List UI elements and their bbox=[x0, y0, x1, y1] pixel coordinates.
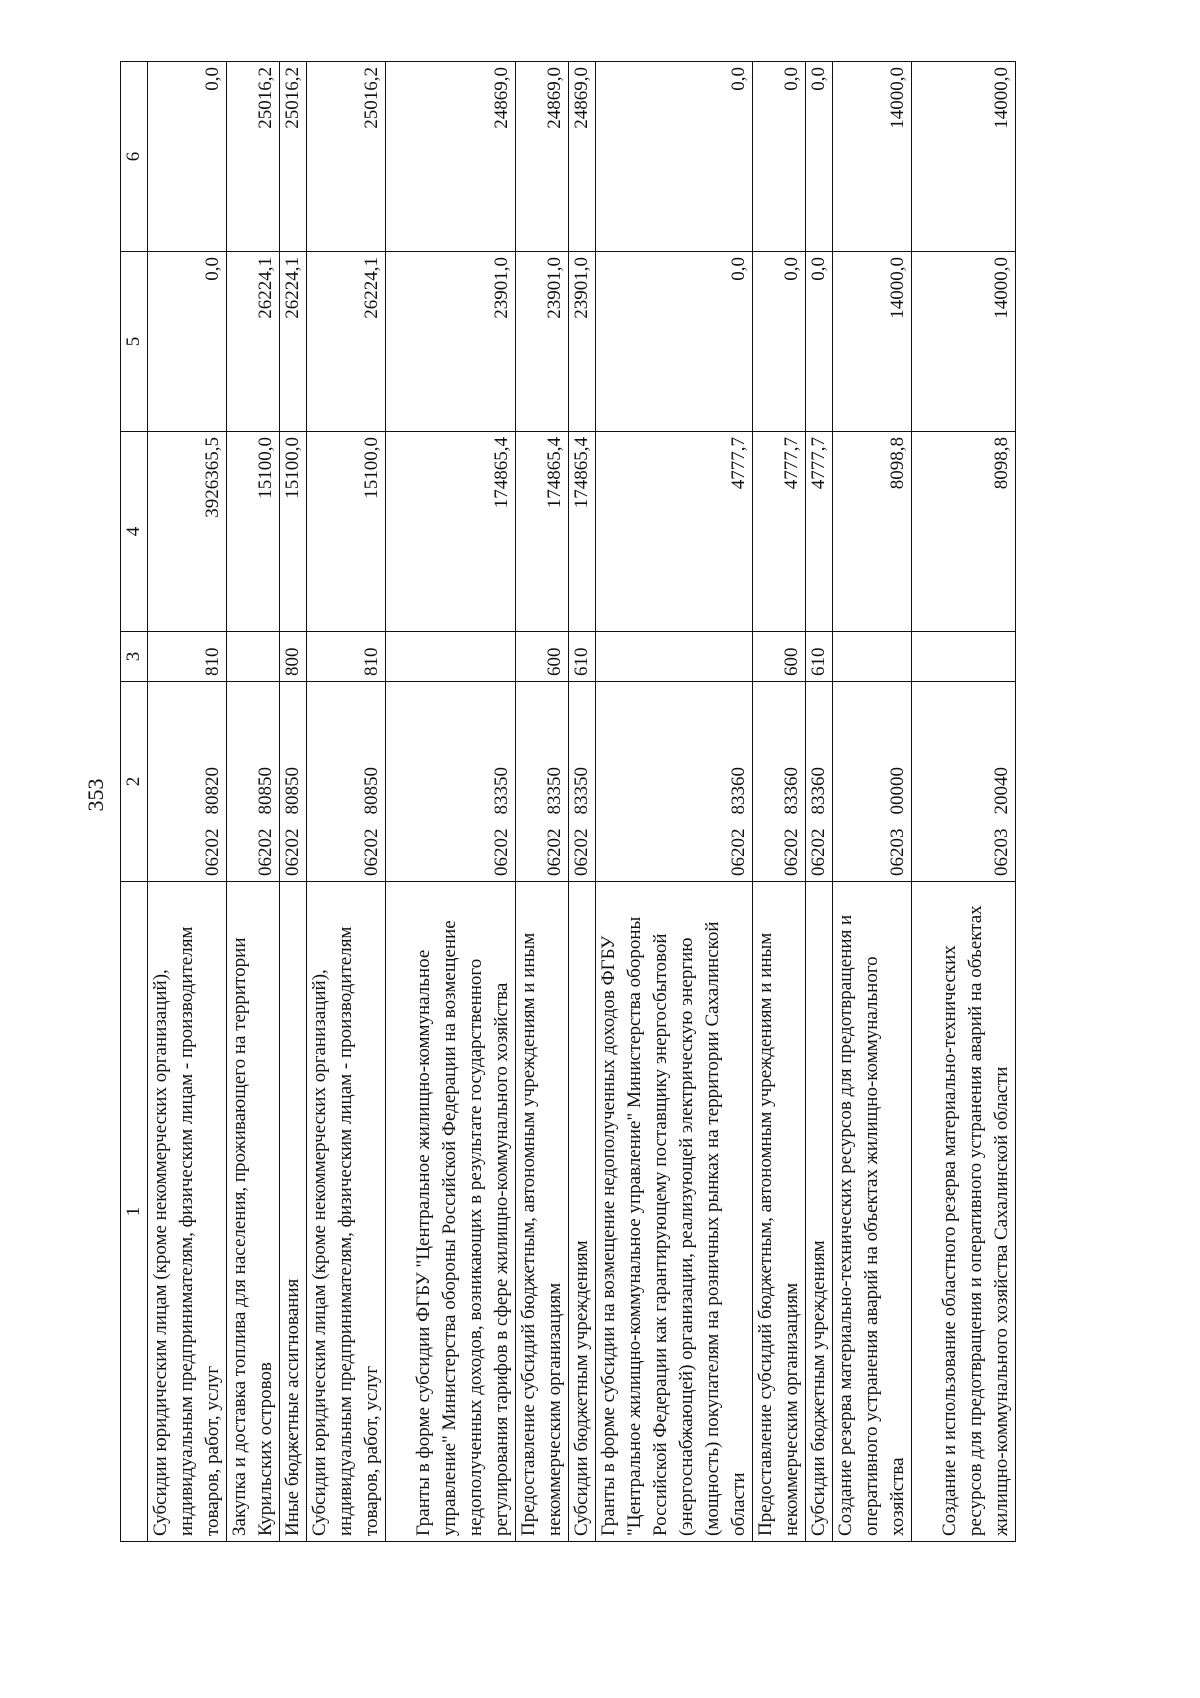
program-code: 06202 bbox=[255, 828, 276, 876]
expense-type-cell: 810 bbox=[307, 632, 386, 682]
row-code-cell bbox=[806, 682, 833, 882]
page-number: 353 bbox=[83, 778, 108, 812]
amount-col5-cell: 23901,0 bbox=[569, 252, 596, 432]
column-header: 1 bbox=[121, 882, 148, 1542]
program-code: 06202 bbox=[202, 828, 223, 876]
amount-col4-cell: 4777,7 bbox=[753, 432, 806, 632]
table-row bbox=[280, 62, 307, 1542]
row-code-cell bbox=[516, 682, 569, 882]
program-code: 06203 bbox=[887, 828, 908, 876]
table-row bbox=[569, 62, 596, 1542]
row-code-cell bbox=[833, 682, 912, 882]
expense-type-cell bbox=[912, 632, 1016, 682]
header-row bbox=[121, 62, 148, 1542]
row-code-cell bbox=[753, 682, 806, 882]
amount-col4-cell: 8098,8 bbox=[912, 432, 1016, 632]
program-code: 06202 bbox=[728, 828, 749, 876]
column-header: 3 bbox=[121, 632, 148, 682]
direction-code: 83360 bbox=[808, 767, 829, 815]
program-code: 06202 bbox=[361, 828, 382, 876]
amount-col6-cell: 24869,0 bbox=[386, 62, 516, 252]
amount-col4-cell: 174865,4 bbox=[516, 432, 569, 632]
direction-code: 00000 bbox=[887, 767, 908, 815]
expense-type-cell bbox=[596, 632, 753, 682]
amount-col6-cell: 25016,2 bbox=[280, 62, 307, 252]
amount-col4-cell: 3926365,5 bbox=[148, 432, 227, 632]
amount-col6-cell: 25016,2 bbox=[227, 62, 280, 252]
row-name-cell: Гранты в форме субсидии на возмещение недополученных доходов ФГБУ "Центральное жилищно-коммунальное управление" Министерства обороны Российской Федерации как гарантирующему поставщику энергосбытовой (энергоснабжающей) организации, реализующей электрическую энергию (мощность) покупателям на розничных рынках на территории Сахалинской области bbox=[596, 882, 753, 1542]
program-code: 06202 bbox=[571, 828, 592, 876]
program-code: 06202 bbox=[491, 828, 512, 876]
table-row bbox=[386, 62, 516, 1542]
column-header: 6 bbox=[121, 62, 148, 252]
row-name-cell: Гранты в форме субсидии ФГБУ "Центральное жилищно-коммунальное управление" Министерства обороны Российской Федерации на возмещение недополученных доходов, возникающих в результате государственного регулирования тарифов в сфере жилищно-коммунального хозяйства bbox=[386, 882, 516, 1542]
row-name-cell: Закупка и доставка топлива для населения, проживающего на территории Курильских островов bbox=[227, 882, 280, 1542]
row-name-cell: Иные бюджетные ассигнования bbox=[280, 882, 307, 1542]
row-code-cell bbox=[912, 682, 1016, 882]
direction-code: 80850 bbox=[255, 767, 276, 815]
amount-col4-cell: 15100,0 bbox=[280, 432, 307, 632]
row-name-cell: Субсидии юридическим лицам (кроме некоммерческих организаций), индивидуальным предпринимателям, физическим лицам - производителям товаров, работ, услуг bbox=[307, 882, 386, 1542]
amount-col5-cell: 26224,1 bbox=[227, 252, 280, 432]
amount-col6-cell: 14000,0 bbox=[833, 62, 912, 252]
amount-col5-cell: 0,0 bbox=[753, 252, 806, 432]
amount-col5-cell: 23901,0 bbox=[516, 252, 569, 432]
row-name-cell: Субсидии бюджетным учреждениям bbox=[806, 882, 833, 1542]
column-header: 2 bbox=[121, 682, 148, 882]
table-header bbox=[121, 62, 148, 1542]
expense-type-cell: 610 bbox=[569, 632, 596, 682]
row-code-cell bbox=[596, 682, 753, 882]
direction-code: 83350 bbox=[544, 767, 565, 815]
amount-col4-cell: 174865,4 bbox=[569, 432, 596, 632]
expense-type-cell: 600 bbox=[753, 632, 806, 682]
expense-type-cell bbox=[386, 632, 516, 682]
column-header: 4 bbox=[121, 432, 148, 632]
rotated-table-wrapper bbox=[120, 62, 1060, 1542]
amount-col5-cell: 14000,0 bbox=[912, 252, 1016, 432]
amount-col6-cell: 14000,0 bbox=[912, 62, 1016, 252]
table-row bbox=[833, 62, 912, 1542]
direction-code: 83350 bbox=[571, 767, 592, 815]
program-code: 06202 bbox=[544, 828, 565, 876]
row-code-cell bbox=[280, 682, 307, 882]
row-code-cell bbox=[227, 682, 280, 882]
table-row bbox=[516, 62, 569, 1542]
table-row bbox=[596, 62, 753, 1542]
row-name-cell: Создание и использование областного резерва материально-технических ресурсов для предотвращения и оперативного устранения аварий на объектах жилищно-коммунального хозяйства Сахалинской области bbox=[912, 882, 1016, 1542]
amount-col6-cell: 0,0 bbox=[753, 62, 806, 252]
direction-code: 80850 bbox=[282, 767, 303, 815]
expense-type-cell: 610 bbox=[806, 632, 833, 682]
amount-col4-cell: 8098,8 bbox=[833, 432, 912, 632]
row-name-cell: Предоставление субсидий бюджетным, автономным учреждениям и иным некоммерческим организациям bbox=[753, 882, 806, 1542]
program-code: 06203 bbox=[991, 828, 1012, 876]
amount-col6-cell: 25016,2 bbox=[307, 62, 386, 252]
row-name-cell: Создание резерва материально-технических ресурсов для предотвращения и оперативного устранения аварий на объектах жилищно-коммунального хозяйства bbox=[833, 882, 912, 1542]
table-row bbox=[753, 62, 806, 1542]
row-code-cell bbox=[148, 682, 227, 882]
amount-col5-cell: 26224,1 bbox=[280, 252, 307, 432]
expense-type-cell bbox=[833, 632, 912, 682]
expense-type-cell bbox=[227, 632, 280, 682]
amount-col5-cell: 0,0 bbox=[596, 252, 753, 432]
table-body bbox=[148, 62, 1016, 1542]
amount-col5-cell: 0,0 bbox=[148, 252, 227, 432]
table-row bbox=[912, 62, 1016, 1542]
amount-col6-cell: 0,0 bbox=[596, 62, 753, 252]
amount-col5-cell: 14000,0 bbox=[833, 252, 912, 432]
table-row bbox=[227, 62, 280, 1542]
direction-code: 83360 bbox=[781, 767, 802, 815]
amount-col6-cell: 0,0 bbox=[148, 62, 227, 252]
program-code: 06202 bbox=[282, 828, 303, 876]
expense-type-cell: 800 bbox=[280, 632, 307, 682]
expense-type-cell: 810 bbox=[148, 632, 227, 682]
amount-col4-cell: 4777,7 bbox=[596, 432, 753, 632]
amount-col5-cell: 0,0 bbox=[806, 252, 833, 432]
row-code-cell bbox=[307, 682, 386, 882]
budget-table bbox=[120, 61, 1016, 1542]
amount-col6-cell: 24869,0 bbox=[516, 62, 569, 252]
amount-col5-cell: 23901,0 bbox=[386, 252, 516, 432]
row-code-cell bbox=[386, 682, 516, 882]
table-row bbox=[148, 62, 227, 1542]
direction-code: 83360 bbox=[728, 767, 749, 815]
amount-col4-cell: 15100,0 bbox=[307, 432, 386, 632]
table-row bbox=[806, 62, 833, 1542]
column-header: 5 bbox=[121, 252, 148, 432]
expense-type-cell: 600 bbox=[516, 632, 569, 682]
amount-col5-cell: 26224,1 bbox=[307, 252, 386, 432]
program-code: 06202 bbox=[781, 828, 802, 876]
row-name-cell: Субсидии юридическим лицам (кроме некоммерческих организаций), индивидуальным предпринимателям, физическим лицам - производителям товаров, работ, услуг bbox=[148, 882, 227, 1542]
amount-col6-cell: 0,0 bbox=[806, 62, 833, 252]
amount-col4-cell: 174865,4 bbox=[386, 432, 516, 632]
direction-code: 80820 bbox=[202, 767, 223, 815]
amount-col4-cell: 4777,7 bbox=[806, 432, 833, 632]
row-name-cell: Субсидии бюджетным учреждениям bbox=[569, 882, 596, 1542]
row-name-cell: Предоставление субсидий бюджетным, автономным учреждениям и иным некоммерческим организациям bbox=[516, 882, 569, 1542]
program-code: 06202 bbox=[808, 828, 829, 876]
row-code-cell bbox=[569, 682, 596, 882]
table-row bbox=[307, 62, 386, 1542]
direction-code: 20040 bbox=[991, 767, 1012, 815]
amount-col6-cell: 24869,0 bbox=[569, 62, 596, 252]
direction-code: 80850 bbox=[361, 767, 382, 815]
amount-col4-cell: 15100,0 bbox=[227, 432, 280, 632]
direction-code: 83350 bbox=[491, 767, 512, 815]
